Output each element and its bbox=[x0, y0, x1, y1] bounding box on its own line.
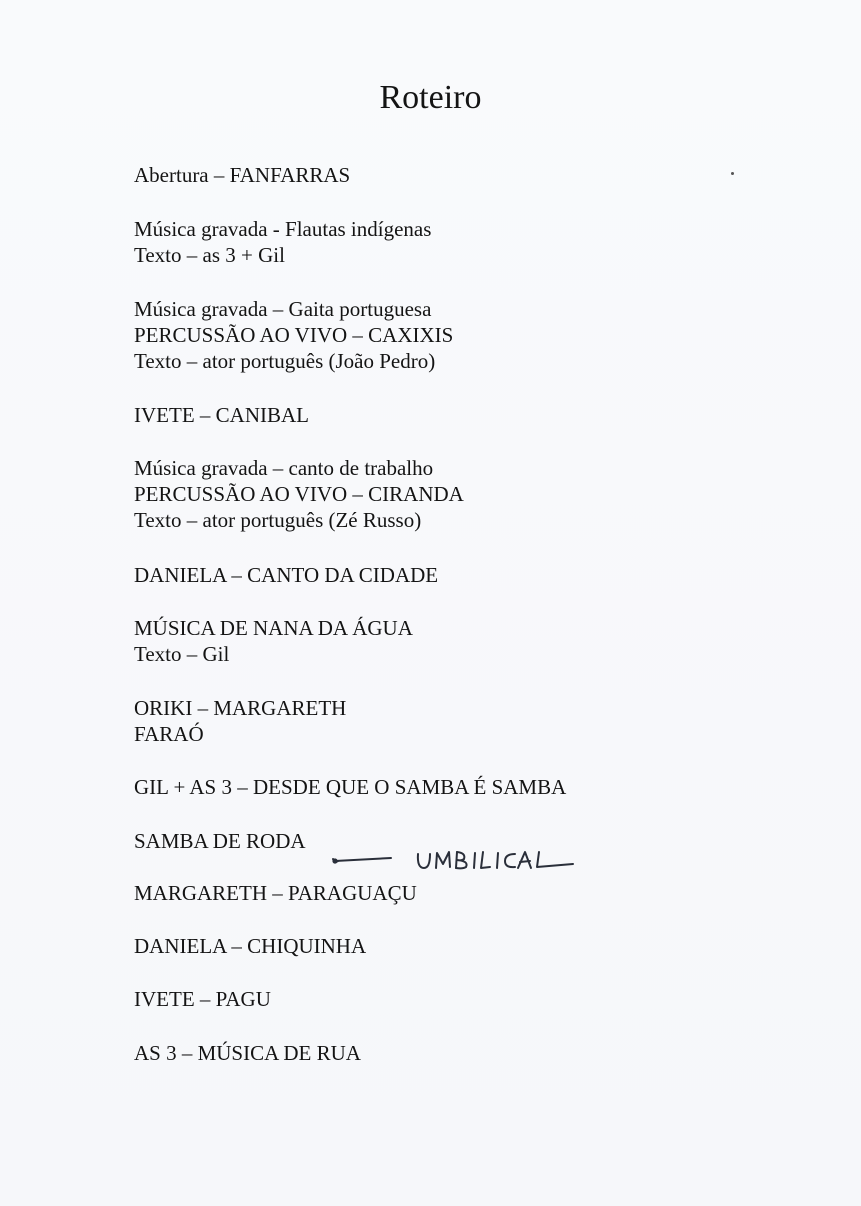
script-line: Música gravada – canto de trabalho bbox=[134, 456, 434, 480]
document-title: Roteiro bbox=[379, 79, 482, 116]
script-line: Música gravada – Gaita portuguesa bbox=[134, 297, 432, 321]
script-line: DANIELA – CHIQUINHA bbox=[134, 934, 367, 958]
script-line: IVETE – PAGU bbox=[134, 987, 271, 1011]
paper-speck bbox=[731, 172, 734, 175]
script-line: FARAÓ bbox=[134, 722, 204, 746]
script-line: MÚSICA DE NANA DA ÁGUA bbox=[134, 616, 413, 640]
script-line: Texto – ator português (João Pedro) bbox=[134, 349, 436, 373]
script-line: MARGARETH – PARAGUAÇU bbox=[134, 881, 417, 905]
script-line: Música gravada - Flautas indígenas bbox=[134, 217, 432, 241]
script-line: Texto – as 3 + Gil bbox=[134, 243, 285, 267]
script-line: GIL + AS 3 – DESDE QUE O SAMBA É SAMBA bbox=[134, 775, 567, 799]
script-line: Abertura – FANFARRAS bbox=[134, 163, 351, 187]
script-line: ORIKI – MARGARETH bbox=[134, 696, 347, 720]
script-line: PERCUSSÃO AO VIVO – CAXIXIS bbox=[134, 323, 454, 347]
script-line: PERCUSSÃO AO VIVO – CIRANDA bbox=[134, 482, 464, 506]
script-line: Texto – Gil bbox=[134, 642, 230, 666]
handwritten-annotation bbox=[329, 840, 589, 880]
script-line: SAMBA DE RODA bbox=[134, 829, 306, 853]
script-line: AS 3 – MÚSICA DE RUA bbox=[134, 1041, 361, 1065]
script-line: Texto – ator português (Zé Russo) bbox=[134, 508, 422, 532]
script-line: IVETE – CANIBAL bbox=[134, 403, 309, 427]
script-line: DANIELA – CANTO DA CIDADE bbox=[134, 563, 439, 587]
